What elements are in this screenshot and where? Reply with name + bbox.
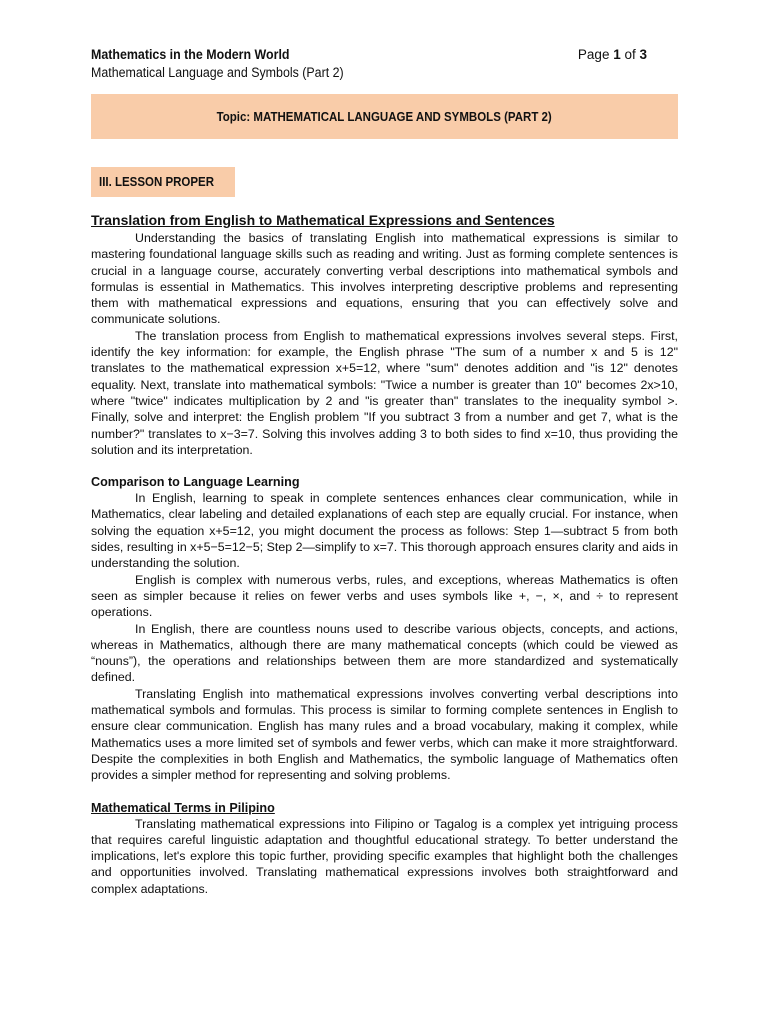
topic-title: MATHEMATICAL LANGUAGE AND SYMBOLS (PART 2): [253, 109, 553, 124]
section-heading-pilipino: Mathematical Terms in Pilipino: [91, 800, 275, 815]
module-subtitle: Mathematical Language and Symbols (Part 2): [91, 65, 344, 80]
topic-heading: [217, 110, 552, 124]
paragraph: The translation process from English to mathematical expressions involves several steps. First, identify the key information: for example, the English phrase "The sum of a number x and 5 is 12" translates to the mathematical expression x+5=12, where "sum" denotes addition and "is 12" denotes equality. Next, translate into mathematical symbols: "Twice a number is greater than 10" becomes 2x>10, where "twice" indicates multiplication by 2 and "is greater than" translates to the inequality symbol >. Finally, solve and interpret: the English problem "If you subtract 3 from a number and get 7, what is the number?" translates to x−3=7. Solving this involves adding 3 to both sides to find x=10, thus providing the solution and its interpretation.: [91, 328, 678, 457]
section-heading-comparison: Comparison to Language Learning: [91, 475, 300, 490]
page-of: of: [620, 47, 640, 62]
paragraph: In English, learning to speak in complete sentences enhances clear communication, while in Mathematics, clear labeling and detailed explanations of each step are equally crucial. For instance, when solving the equation x+5=12, you might document the process as follows: Step 1—subtract 5 from both sides, resulting in x+5−5=12−5; Step 2—simplify to x=7. This thorough approach ensures clarity and aids in understanding the solution.: [91, 491, 678, 571]
paragraph: In English, there are countless nouns used to describe various objects, concepts, and actions, whereas in Mathematics, although there are many mathematical concepts (which could be viewed as “nouns”), the operations and relationships between them are more standardized and systematically defined.: [91, 621, 678, 685]
topic-banner: [91, 94, 678, 139]
lesson-heading: III. LESSON PROPER: [99, 175, 215, 189]
lesson-content: [91, 210, 678, 897]
lesson-section-label: [91, 167, 235, 197]
page-number: [578, 46, 647, 64]
page-total: 3: [639, 47, 647, 62]
section-heading-translation: Translation from English to Mathematical Expressions and Sentences: [91, 212, 555, 228]
paragraph: English is complex with numerous verbs, rules, and exceptions, whereas Mathematics is often seen as simpler because it relies on fewer verbs and uses symbols like +, −, ×, and ÷ to represent operations.: [91, 572, 678, 620]
paragraph: Understanding the basics of translating English into mathematical expressions is similar to mastering foundational language skills such as reading and writing. Just as forming complete sentences is crucial in a language course, accurately converting verbal descriptions into mathematical symbols and formulas is essential in Mathematics. This involves interpreting descriptive problems and representing them with mathematical expressions and equations, ensuring that you can effectively solve and communicate solutions.: [91, 231, 678, 327]
topic-label: Topic:: [216, 109, 254, 124]
page-label: Page: [577, 47, 614, 62]
page-header: [91, 46, 366, 82]
page-current: 1: [613, 47, 621, 62]
paragraph: Translating mathematical expressions into Filipino or Tagalog is a complex yet intriguing process that requires careful linguistic adaptation and thoughtful educational strategy. To better understand the implications, let's explore this topic further, providing specific examples that highlight both the challenges and opportunities involved. Translating mathematical expressions involves both straightforward and complex adaptations.: [91, 816, 678, 896]
paragraph: Translating English into mathematical expressions involves converting verbal descriptions into mathematical symbols and formulas. This process is similar to forming complete sentences in English to ensure clear communication. English has many rules and a broad vocabulary, making it complex, while Mathematics uses a more limited set of symbols and fewer verbs, which can make it more straightforward. Despite the complexities in both English and Mathematics, the symbolic language of Mathematics often provides a simpler method for representing and solving problems.: [91, 686, 678, 783]
course-title: Mathematics in the Modern World: [91, 47, 290, 62]
